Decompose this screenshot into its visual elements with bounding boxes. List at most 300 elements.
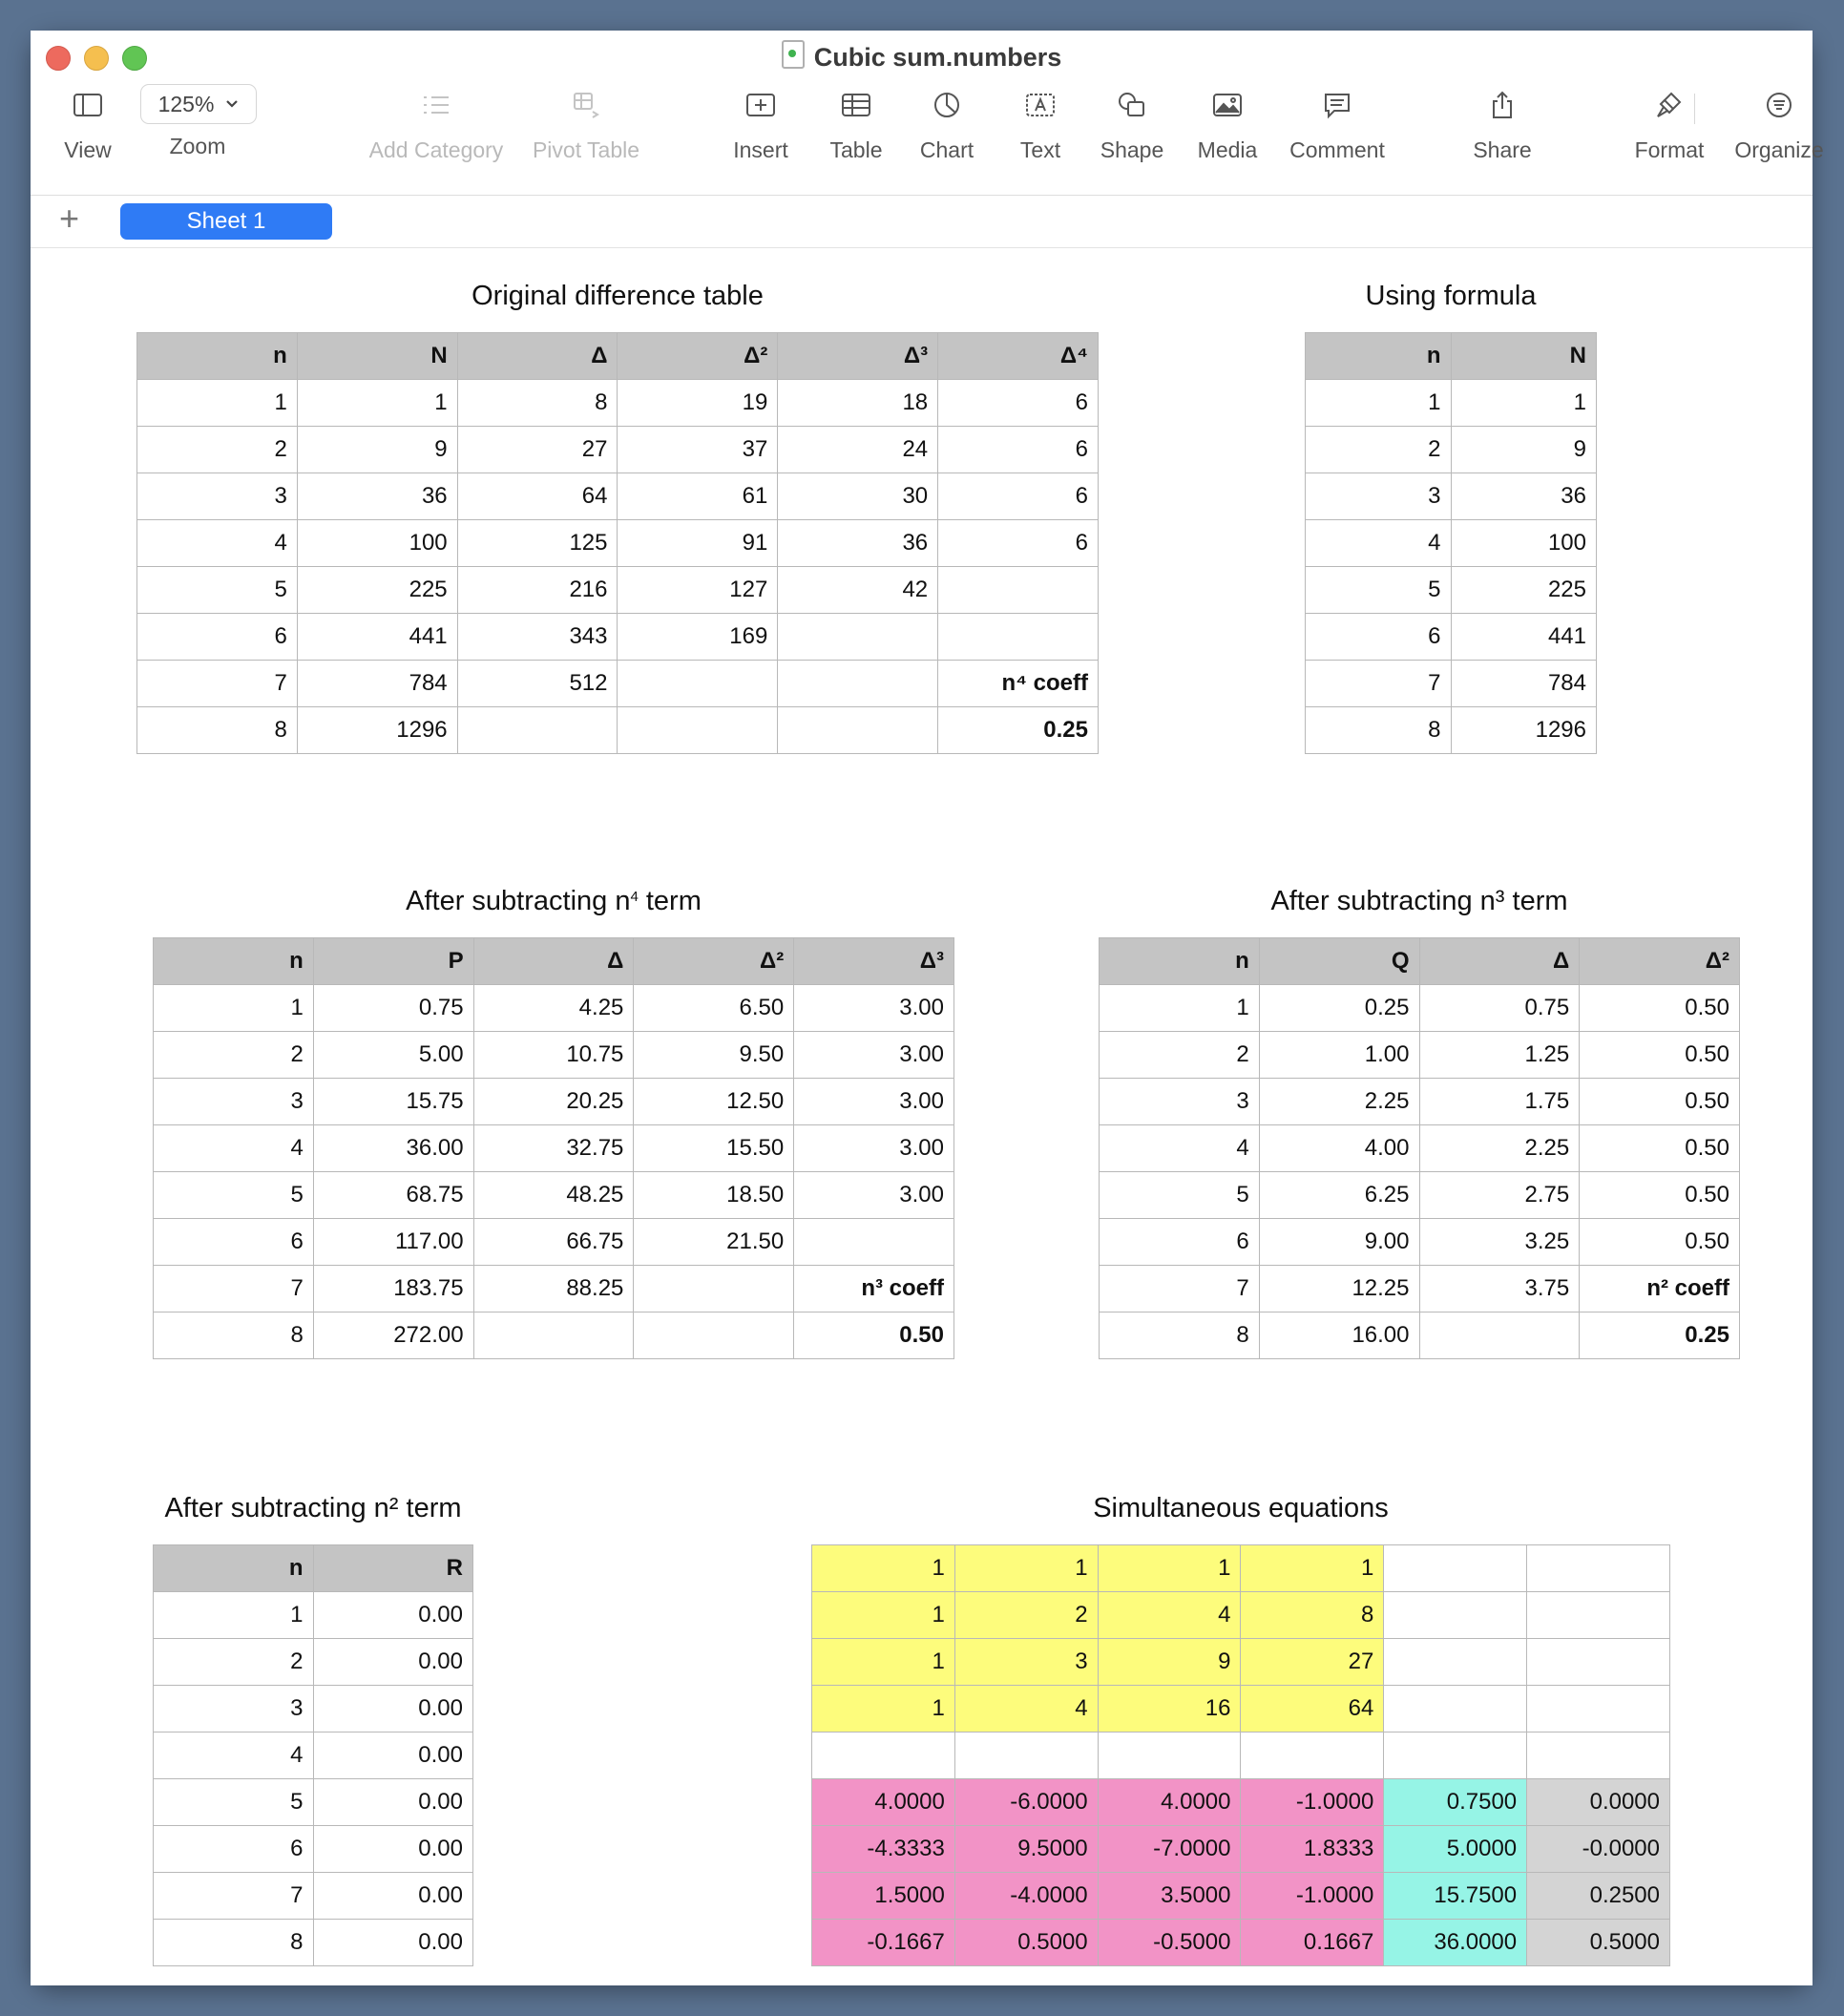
table-cell[interactable]: 9.5000 bbox=[954, 1826, 1098, 1873]
table-cell[interactable]: 2 bbox=[1306, 427, 1452, 473]
view-button[interactable]: View bbox=[52, 86, 124, 163]
table-row bbox=[154, 1172, 954, 1219]
table-row bbox=[154, 1826, 473, 1873]
table-row bbox=[812, 1873, 1670, 1920]
table-cell[interactable]: 48.25 bbox=[473, 1172, 634, 1219]
table-row bbox=[812, 1686, 1670, 1732]
add-category-button[interactable]: Add Category bbox=[365, 86, 508, 163]
table-cell[interactable] bbox=[812, 1732, 955, 1779]
table-cell[interactable]: -6.0000 bbox=[954, 1779, 1098, 1826]
table-row bbox=[154, 1266, 954, 1312]
table-cell[interactable]: -1.0000 bbox=[1241, 1779, 1384, 1826]
table-cell[interactable]: 16 bbox=[1098, 1686, 1241, 1732]
table-cell[interactable] bbox=[634, 1312, 794, 1359]
table-cell[interactable]: 343 bbox=[457, 614, 618, 661]
table-cell[interactable]: 10.75 bbox=[473, 1032, 634, 1079]
header-row bbox=[1306, 333, 1597, 380]
table-cell[interactable]: 216 bbox=[457, 567, 618, 614]
table-cell[interactable] bbox=[1384, 1686, 1527, 1732]
table-cell[interactable]: 441 bbox=[1451, 614, 1597, 661]
table-cell[interactable]: 64 bbox=[457, 473, 618, 520]
table-cell[interactable]: 0.50 bbox=[1580, 985, 1740, 1032]
table-cell[interactable]: 1 bbox=[1306, 380, 1452, 427]
column-header[interactable]: Δ³ bbox=[794, 938, 954, 985]
table-cell[interactable]: 100 bbox=[297, 520, 457, 567]
column-header[interactable]: Δ bbox=[457, 333, 618, 380]
table-cell[interactable] bbox=[1527, 1592, 1670, 1639]
table-cell[interactable]: 6 bbox=[1306, 614, 1452, 661]
original-difference-table bbox=[136, 332, 1099, 754]
table-cell[interactable]: 36.0000 bbox=[1384, 1920, 1527, 1966]
table-cell[interactable]: 8 bbox=[137, 707, 298, 754]
table-cell[interactable]: 88.25 bbox=[473, 1266, 634, 1312]
table-cell[interactable]: 0.75 bbox=[313, 985, 473, 1032]
table-cell[interactable]: 68.75 bbox=[313, 1172, 473, 1219]
column-header[interactable]: Δ bbox=[1419, 938, 1580, 985]
table-cell[interactable] bbox=[1527, 1545, 1670, 1592]
table-cell[interactable]: 183.75 bbox=[313, 1266, 473, 1312]
table-cell[interactable]: 8 bbox=[1100, 1312, 1260, 1359]
simultaneous-equations-table bbox=[811, 1544, 1670, 1966]
table-cell[interactable] bbox=[954, 1732, 1098, 1779]
list-icon bbox=[422, 94, 451, 116]
table-cell[interactable]: 0.00 bbox=[313, 1873, 473, 1920]
table-cell[interactable] bbox=[1527, 1732, 1670, 1779]
table-cell[interactable] bbox=[778, 661, 938, 707]
media-button[interactable]: Media bbox=[1187, 86, 1268, 163]
table-cell[interactable] bbox=[1098, 1732, 1241, 1779]
table-cell[interactable]: 6.50 bbox=[634, 985, 794, 1032]
table-row bbox=[154, 1873, 473, 1920]
table-cell[interactable]: 36.00 bbox=[313, 1125, 473, 1172]
header-row bbox=[137, 333, 1099, 380]
header-row bbox=[154, 1545, 473, 1592]
table-cell[interactable]: 1 bbox=[154, 985, 314, 1032]
table-cell[interactable]: 2 bbox=[954, 1592, 1098, 1639]
column-header[interactable]: R bbox=[313, 1545, 473, 1592]
table-cell[interactable]: 2 bbox=[154, 1639, 314, 1686]
table-cell[interactable]: 0.25 bbox=[1580, 1312, 1740, 1359]
table-cell[interactable]: 7 bbox=[154, 1873, 314, 1920]
document-title: Cubic sum.numbers bbox=[31, 40, 1813, 73]
table-cell[interactable]: 125 bbox=[457, 520, 618, 567]
table-cell[interactable]: 0.2500 bbox=[1527, 1873, 1670, 1920]
table-cell[interactable]: 1 bbox=[812, 1592, 955, 1639]
table-cell[interactable]: -0.0000 bbox=[1527, 1826, 1670, 1873]
table-cell[interactable]: 4 bbox=[954, 1686, 1098, 1732]
table-row bbox=[1306, 707, 1597, 754]
table-cell[interactable]: 91 bbox=[618, 520, 778, 567]
table-cell[interactable]: n⁴ coeff bbox=[938, 661, 1099, 707]
table-cell[interactable]: 8 bbox=[154, 1920, 314, 1966]
insert-button[interactable]: Insert bbox=[720, 86, 802, 163]
table-cell[interactable]: 32.75 bbox=[473, 1125, 634, 1172]
table-cell[interactable]: 3 bbox=[154, 1686, 314, 1732]
sidebar-icon bbox=[73, 93, 103, 117]
table-cell[interactable]: 8 bbox=[457, 380, 618, 427]
table-cell[interactable]: 1 bbox=[1451, 380, 1597, 427]
table-cell[interactable]: 2.25 bbox=[1259, 1079, 1419, 1125]
table-cell[interactable]: 3.00 bbox=[794, 1079, 954, 1125]
table-cell[interactable]: 6 bbox=[938, 380, 1099, 427]
table-button[interactable]: Table bbox=[818, 86, 894, 163]
toolbar-separator bbox=[1694, 94, 1695, 124]
table-cell[interactable]: 0.50 bbox=[1580, 1172, 1740, 1219]
table-cell[interactable]: 5.00 bbox=[313, 1032, 473, 1079]
table-row bbox=[1306, 567, 1597, 614]
sheet-tab-bar bbox=[31, 196, 1813, 248]
table-cell[interactable] bbox=[938, 614, 1099, 661]
table-row bbox=[1100, 1312, 1740, 1359]
after-subtracting-n2-table bbox=[153, 1544, 473, 1966]
table-cell[interactable]: 12.50 bbox=[634, 1079, 794, 1125]
table-row bbox=[1306, 473, 1597, 520]
table-cell[interactable]: 1.8333 bbox=[1241, 1826, 1384, 1873]
table-cell[interactable]: 6.25 bbox=[1259, 1172, 1419, 1219]
table-cell[interactable]: 5 bbox=[1100, 1172, 1260, 1219]
table-cell[interactable]: 1 bbox=[297, 380, 457, 427]
table-cell[interactable]: 1.25 bbox=[1419, 1032, 1580, 1079]
table-cell[interactable]: 0.1667 bbox=[1241, 1920, 1384, 1966]
column-header[interactable]: N bbox=[1451, 333, 1597, 380]
table-cell[interactable]: 4.00 bbox=[1259, 1125, 1419, 1172]
table-cell[interactable]: n² coeff bbox=[1580, 1266, 1740, 1312]
table-cell[interactable] bbox=[938, 567, 1099, 614]
table-cell[interactable]: 1 bbox=[812, 1639, 955, 1686]
table-row bbox=[812, 1545, 1670, 1592]
table-title-sub-n2: After subtracting n² term bbox=[164, 1493, 462, 1523]
table-row bbox=[154, 1079, 954, 1125]
header-row bbox=[1100, 938, 1740, 985]
table-cell[interactable] bbox=[1384, 1732, 1527, 1779]
table-cell[interactable]: 0.00 bbox=[313, 1686, 473, 1732]
chart-button[interactable]: Chart bbox=[909, 86, 985, 163]
table-cell[interactable]: 1 bbox=[812, 1686, 955, 1732]
table-cell[interactable]: 8 bbox=[154, 1312, 314, 1359]
table-row bbox=[812, 1920, 1670, 1966]
table-cell[interactable]: 4 bbox=[154, 1732, 314, 1779]
paintbrush-icon bbox=[1655, 90, 1684, 120]
table-cell[interactable]: 3.25 bbox=[1419, 1219, 1580, 1266]
using-formula-table bbox=[1305, 332, 1597, 754]
table-cell[interactable]: 4.25 bbox=[473, 985, 634, 1032]
column-header[interactable]: Δ² bbox=[1580, 938, 1740, 985]
table-cell[interactable] bbox=[1384, 1592, 1527, 1639]
table-row bbox=[137, 427, 1099, 473]
table-cell[interactable]: 4 bbox=[1306, 520, 1452, 567]
table-row bbox=[1100, 985, 1740, 1032]
table-cell[interactable]: 19 bbox=[618, 380, 778, 427]
table-cell[interactable] bbox=[1241, 1732, 1384, 1779]
column-header[interactable]: n bbox=[1306, 333, 1452, 380]
column-header[interactable]: Δ³ bbox=[778, 333, 938, 380]
table-cell[interactable]: -4.3333 bbox=[812, 1826, 955, 1873]
table-cell[interactable]: -0.5000 bbox=[1098, 1920, 1241, 1966]
table-cell[interactable] bbox=[778, 707, 938, 754]
table-cell[interactable]: 7 bbox=[154, 1266, 314, 1312]
column-header[interactable]: P bbox=[313, 938, 473, 985]
table-cell[interactable]: 1 bbox=[1098, 1545, 1241, 1592]
table-cell[interactable]: 9 bbox=[1451, 427, 1597, 473]
table-cell[interactable] bbox=[457, 707, 618, 754]
table-cell[interactable]: 6 bbox=[938, 520, 1099, 567]
table-cell[interactable]: 66.75 bbox=[473, 1219, 634, 1266]
table-cell[interactable]: 2 bbox=[137, 427, 298, 473]
table-cell[interactable]: 1.5000 bbox=[812, 1873, 955, 1920]
table-cell[interactable]: 21.50 bbox=[634, 1219, 794, 1266]
table-cell[interactable]: 127 bbox=[618, 567, 778, 614]
table-cell[interactable]: 36 bbox=[297, 473, 457, 520]
table-cell[interactable]: 0.7500 bbox=[1384, 1779, 1527, 1826]
table-cell[interactable]: 36 bbox=[778, 520, 938, 567]
table-cell[interactable]: 5 bbox=[1306, 567, 1452, 614]
pie-chart-icon bbox=[932, 91, 961, 119]
text-button[interactable]: Text bbox=[1002, 86, 1079, 163]
table-cell[interactable]: 5 bbox=[154, 1172, 314, 1219]
table-cell[interactable]: 37 bbox=[618, 427, 778, 473]
column-header[interactable]: Δ bbox=[473, 938, 634, 985]
table-cell[interactable]: 3.75 bbox=[1419, 1266, 1580, 1312]
table-cell[interactable]: 30 bbox=[778, 473, 938, 520]
table-row bbox=[1100, 1219, 1740, 1266]
format-button[interactable]: Format bbox=[1631, 86, 1708, 163]
table-cell[interactable]: 15.7500 bbox=[1384, 1873, 1527, 1920]
table-cell[interactable]: 1.75 bbox=[1419, 1079, 1580, 1125]
add-sheet-button[interactable]: + bbox=[59, 199, 80, 238]
table-cell[interactable] bbox=[1527, 1639, 1670, 1686]
table-cell[interactable]: 6 bbox=[154, 1826, 314, 1873]
table-cell[interactable]: 15.50 bbox=[634, 1125, 794, 1172]
table-cell[interactable] bbox=[1527, 1686, 1670, 1732]
shape-button[interactable]: Shape bbox=[1090, 86, 1174, 163]
table-cell[interactable]: 8 bbox=[1241, 1592, 1384, 1639]
table-cell[interactable]: 5 bbox=[154, 1779, 314, 1826]
table-cell[interactable]: 3.00 bbox=[794, 1032, 954, 1079]
table-cell[interactable] bbox=[1419, 1312, 1580, 1359]
table-cell[interactable]: 2 bbox=[1100, 1032, 1260, 1079]
table-row bbox=[137, 520, 1099, 567]
table-cell[interactable]: 0.25 bbox=[1259, 985, 1419, 1032]
table-row bbox=[154, 1686, 473, 1732]
table-row bbox=[154, 1639, 473, 1686]
table-cell[interactable]: 1.00 bbox=[1259, 1032, 1419, 1079]
table-cell[interactable]: 7 bbox=[137, 661, 298, 707]
table-cell[interactable] bbox=[618, 661, 778, 707]
table-cell[interactable]: 3.00 bbox=[794, 1125, 954, 1172]
table-cell[interactable]: 12.25 bbox=[1259, 1266, 1419, 1312]
share-icon bbox=[1489, 90, 1516, 120]
table-cell[interactable] bbox=[618, 707, 778, 754]
table-cell[interactable]: 784 bbox=[1451, 661, 1597, 707]
table-row bbox=[154, 1779, 473, 1826]
column-header[interactable]: n bbox=[1100, 938, 1260, 985]
table-cell[interactable]: 24 bbox=[778, 427, 938, 473]
table-cell[interactable]: 272.00 bbox=[313, 1312, 473, 1359]
table-cell[interactable]: 7 bbox=[1100, 1266, 1260, 1312]
table-cell[interactable]: 27 bbox=[1241, 1639, 1384, 1686]
app-window bbox=[31, 31, 1824, 1985]
table-row bbox=[137, 707, 1099, 754]
table-cell[interactable]: n³ coeff bbox=[794, 1266, 954, 1312]
table-cell[interactable]: 3 bbox=[954, 1639, 1098, 1686]
table-cell[interactable]: 784 bbox=[297, 661, 457, 707]
table-cell[interactable]: 9.00 bbox=[1259, 1219, 1419, 1266]
column-header[interactable]: Δ⁴ bbox=[938, 333, 1099, 380]
table-cell[interactable]: 512 bbox=[457, 661, 618, 707]
table-cell[interactable]: 4 bbox=[1100, 1125, 1260, 1172]
table-cell[interactable]: 6 bbox=[1100, 1219, 1260, 1266]
table-cell[interactable]: 18.50 bbox=[634, 1172, 794, 1219]
table-cell[interactable]: 6 bbox=[938, 427, 1099, 473]
zoom-dropdown[interactable]: 125% bbox=[140, 84, 257, 124]
table-cell[interactable]: 16.00 bbox=[1259, 1312, 1419, 1359]
table-row bbox=[1100, 1172, 1740, 1219]
table-cell[interactable]: 441 bbox=[297, 614, 457, 661]
table-cell[interactable]: 0.00 bbox=[313, 1592, 473, 1639]
comment-button[interactable]: Comment bbox=[1283, 86, 1392, 163]
table-icon bbox=[841, 93, 871, 117]
share-button[interactable]: Share bbox=[1464, 86, 1540, 163]
table-cell[interactable]: 42 bbox=[778, 567, 938, 614]
table-cell[interactable]: 0.75 bbox=[1419, 985, 1580, 1032]
table-row bbox=[812, 1639, 1670, 1686]
table-cell[interactable]: 1 bbox=[1241, 1545, 1384, 1592]
table-cell[interactable]: 2 bbox=[154, 1032, 314, 1079]
table-cell[interactable]: -1.0000 bbox=[1241, 1873, 1384, 1920]
table-cell[interactable] bbox=[634, 1266, 794, 1312]
table-cell[interactable]: 3 bbox=[137, 473, 298, 520]
table-cell[interactable]: -7.0000 bbox=[1098, 1826, 1241, 1873]
table-cell[interactable]: 3.00 bbox=[794, 985, 954, 1032]
table-cell[interactable]: 3.00 bbox=[794, 1172, 954, 1219]
table-cell[interactable]: 0.00 bbox=[313, 1732, 473, 1779]
table-cell[interactable] bbox=[778, 614, 938, 661]
table-row bbox=[154, 985, 954, 1032]
table-cell[interactable]: 4 bbox=[1098, 1592, 1241, 1639]
table-cell[interactable]: 0.50 bbox=[1580, 1079, 1740, 1125]
table-cell[interactable]: 1 bbox=[154, 1592, 314, 1639]
table-cell[interactable]: 1 bbox=[812, 1545, 955, 1592]
table-cell[interactable] bbox=[794, 1219, 954, 1266]
table-cell[interactable]: 0.00 bbox=[313, 1920, 473, 1966]
table-cell[interactable]: 4 bbox=[137, 520, 298, 567]
table-cell[interactable]: 15.75 bbox=[313, 1079, 473, 1125]
table-cell[interactable]: 0.50 bbox=[1580, 1125, 1740, 1172]
table-cell[interactable]: 8 bbox=[1306, 707, 1452, 754]
table-cell[interactable]: 4.0000 bbox=[1098, 1779, 1241, 1826]
table-cell[interactable]: 0.0000 bbox=[1527, 1779, 1670, 1826]
document-icon bbox=[782, 40, 805, 69]
table-cell[interactable]: 9 bbox=[1098, 1639, 1241, 1686]
table-cell[interactable]: 1 bbox=[954, 1545, 1098, 1592]
table-row bbox=[1100, 1125, 1740, 1172]
organize-button[interactable]: Organize bbox=[1729, 86, 1829, 163]
table-cell[interactable]: 3 bbox=[1100, 1079, 1260, 1125]
shape-icon bbox=[1117, 91, 1147, 119]
table-cell[interactable]: 0.50 bbox=[794, 1312, 954, 1359]
table-cell[interactable]: 169 bbox=[618, 614, 778, 661]
table-cell[interactable]: 117.00 bbox=[313, 1219, 473, 1266]
column-header[interactable]: Q bbox=[1259, 938, 1419, 985]
table-cell[interactable]: 225 bbox=[297, 567, 457, 614]
table-cell[interactable]: 1 bbox=[1100, 985, 1260, 1032]
table-cell[interactable]: 6 bbox=[938, 473, 1099, 520]
header-row bbox=[154, 938, 954, 985]
table-cell[interactable]: 1 bbox=[137, 380, 298, 427]
table-cell[interactable]: 100 bbox=[1451, 520, 1597, 567]
table-title-sub-n4: After subtracting $n^4$ term bbox=[406, 886, 702, 916]
table-cell[interactable] bbox=[1384, 1545, 1527, 1592]
table-cell[interactable]: 20.25 bbox=[473, 1079, 634, 1125]
table-row bbox=[1100, 1032, 1740, 1079]
table-cell[interactable]: -0.1667 bbox=[812, 1920, 955, 1966]
table-cell[interactable]: 1296 bbox=[1451, 707, 1597, 754]
table-row bbox=[137, 661, 1099, 707]
table-row bbox=[1306, 661, 1597, 707]
table-cell[interactable]: 36 bbox=[1451, 473, 1597, 520]
table-cell[interactable]: 3.5000 bbox=[1098, 1873, 1241, 1920]
table-cell[interactable]: 4.0000 bbox=[812, 1779, 955, 1826]
text-box-icon bbox=[1025, 92, 1056, 118]
table-cell[interactable]: 0.00 bbox=[313, 1779, 473, 1826]
table-cell[interactable]: 9.50 bbox=[634, 1032, 794, 1079]
table-row bbox=[812, 1732, 1670, 1779]
table-cell[interactable]: 0.00 bbox=[313, 1826, 473, 1873]
table-cell[interactable]: 2.25 bbox=[1419, 1125, 1580, 1172]
table-cell[interactable]: 64 bbox=[1241, 1686, 1384, 1732]
photo-icon bbox=[1212, 92, 1243, 118]
table-cell[interactable]: 5.0000 bbox=[1384, 1826, 1527, 1873]
column-header[interactable]: Δ² bbox=[618, 333, 778, 380]
pivot-table-button[interactable]: Pivot Table bbox=[529, 86, 643, 163]
column-header[interactable]: Δ² bbox=[634, 938, 794, 985]
table-cell[interactable]: 1296 bbox=[297, 707, 457, 754]
table-cell[interactable]: 0.5000 bbox=[1527, 1920, 1670, 1966]
table-cell[interactable]: 0.50 bbox=[1580, 1219, 1740, 1266]
table-cell[interactable]: 0.5000 bbox=[954, 1920, 1098, 1966]
table-cell[interactable]: 0.00 bbox=[313, 1639, 473, 1686]
column-header[interactable]: N bbox=[297, 333, 457, 380]
column-header[interactable]: n bbox=[154, 938, 314, 985]
table-cell[interactable]: 18 bbox=[778, 380, 938, 427]
table-cell[interactable]: 5 bbox=[137, 567, 298, 614]
column-header[interactable]: n bbox=[137, 333, 298, 380]
table-cell[interactable]: 0.50 bbox=[1580, 1032, 1740, 1079]
sheet-tab-sheet-1[interactable]: Sheet 1 bbox=[120, 203, 332, 240]
table-cell[interactable]: 2.75 bbox=[1419, 1172, 1580, 1219]
table-cell[interactable] bbox=[473, 1312, 634, 1359]
table-cell[interactable]: 6 bbox=[154, 1219, 314, 1266]
table-cell[interactable]: 3 bbox=[1306, 473, 1452, 520]
table-row bbox=[1100, 1079, 1740, 1125]
table-cell[interactable]: 0.25 bbox=[938, 707, 1099, 754]
table-row bbox=[154, 1312, 954, 1359]
column-header[interactable]: n bbox=[154, 1545, 314, 1592]
table-row bbox=[154, 1592, 473, 1639]
pivot-table-icon bbox=[572, 91, 600, 119]
table-cell[interactable]: 9 bbox=[297, 427, 457, 473]
table-cell[interactable]: 27 bbox=[457, 427, 618, 473]
table-cell[interactable]: -4.0000 bbox=[954, 1873, 1098, 1920]
table-cell[interactable]: 6 bbox=[137, 614, 298, 661]
table-cell[interactable]: 225 bbox=[1451, 567, 1597, 614]
table-cell[interactable]: 3 bbox=[154, 1079, 314, 1125]
table-row bbox=[1306, 614, 1597, 661]
table-cell[interactable]: 61 bbox=[618, 473, 778, 520]
table-cell[interactable]: 4 bbox=[154, 1125, 314, 1172]
table-cell[interactable] bbox=[1384, 1639, 1527, 1686]
table-cell[interactable]: 7 bbox=[1306, 661, 1452, 707]
